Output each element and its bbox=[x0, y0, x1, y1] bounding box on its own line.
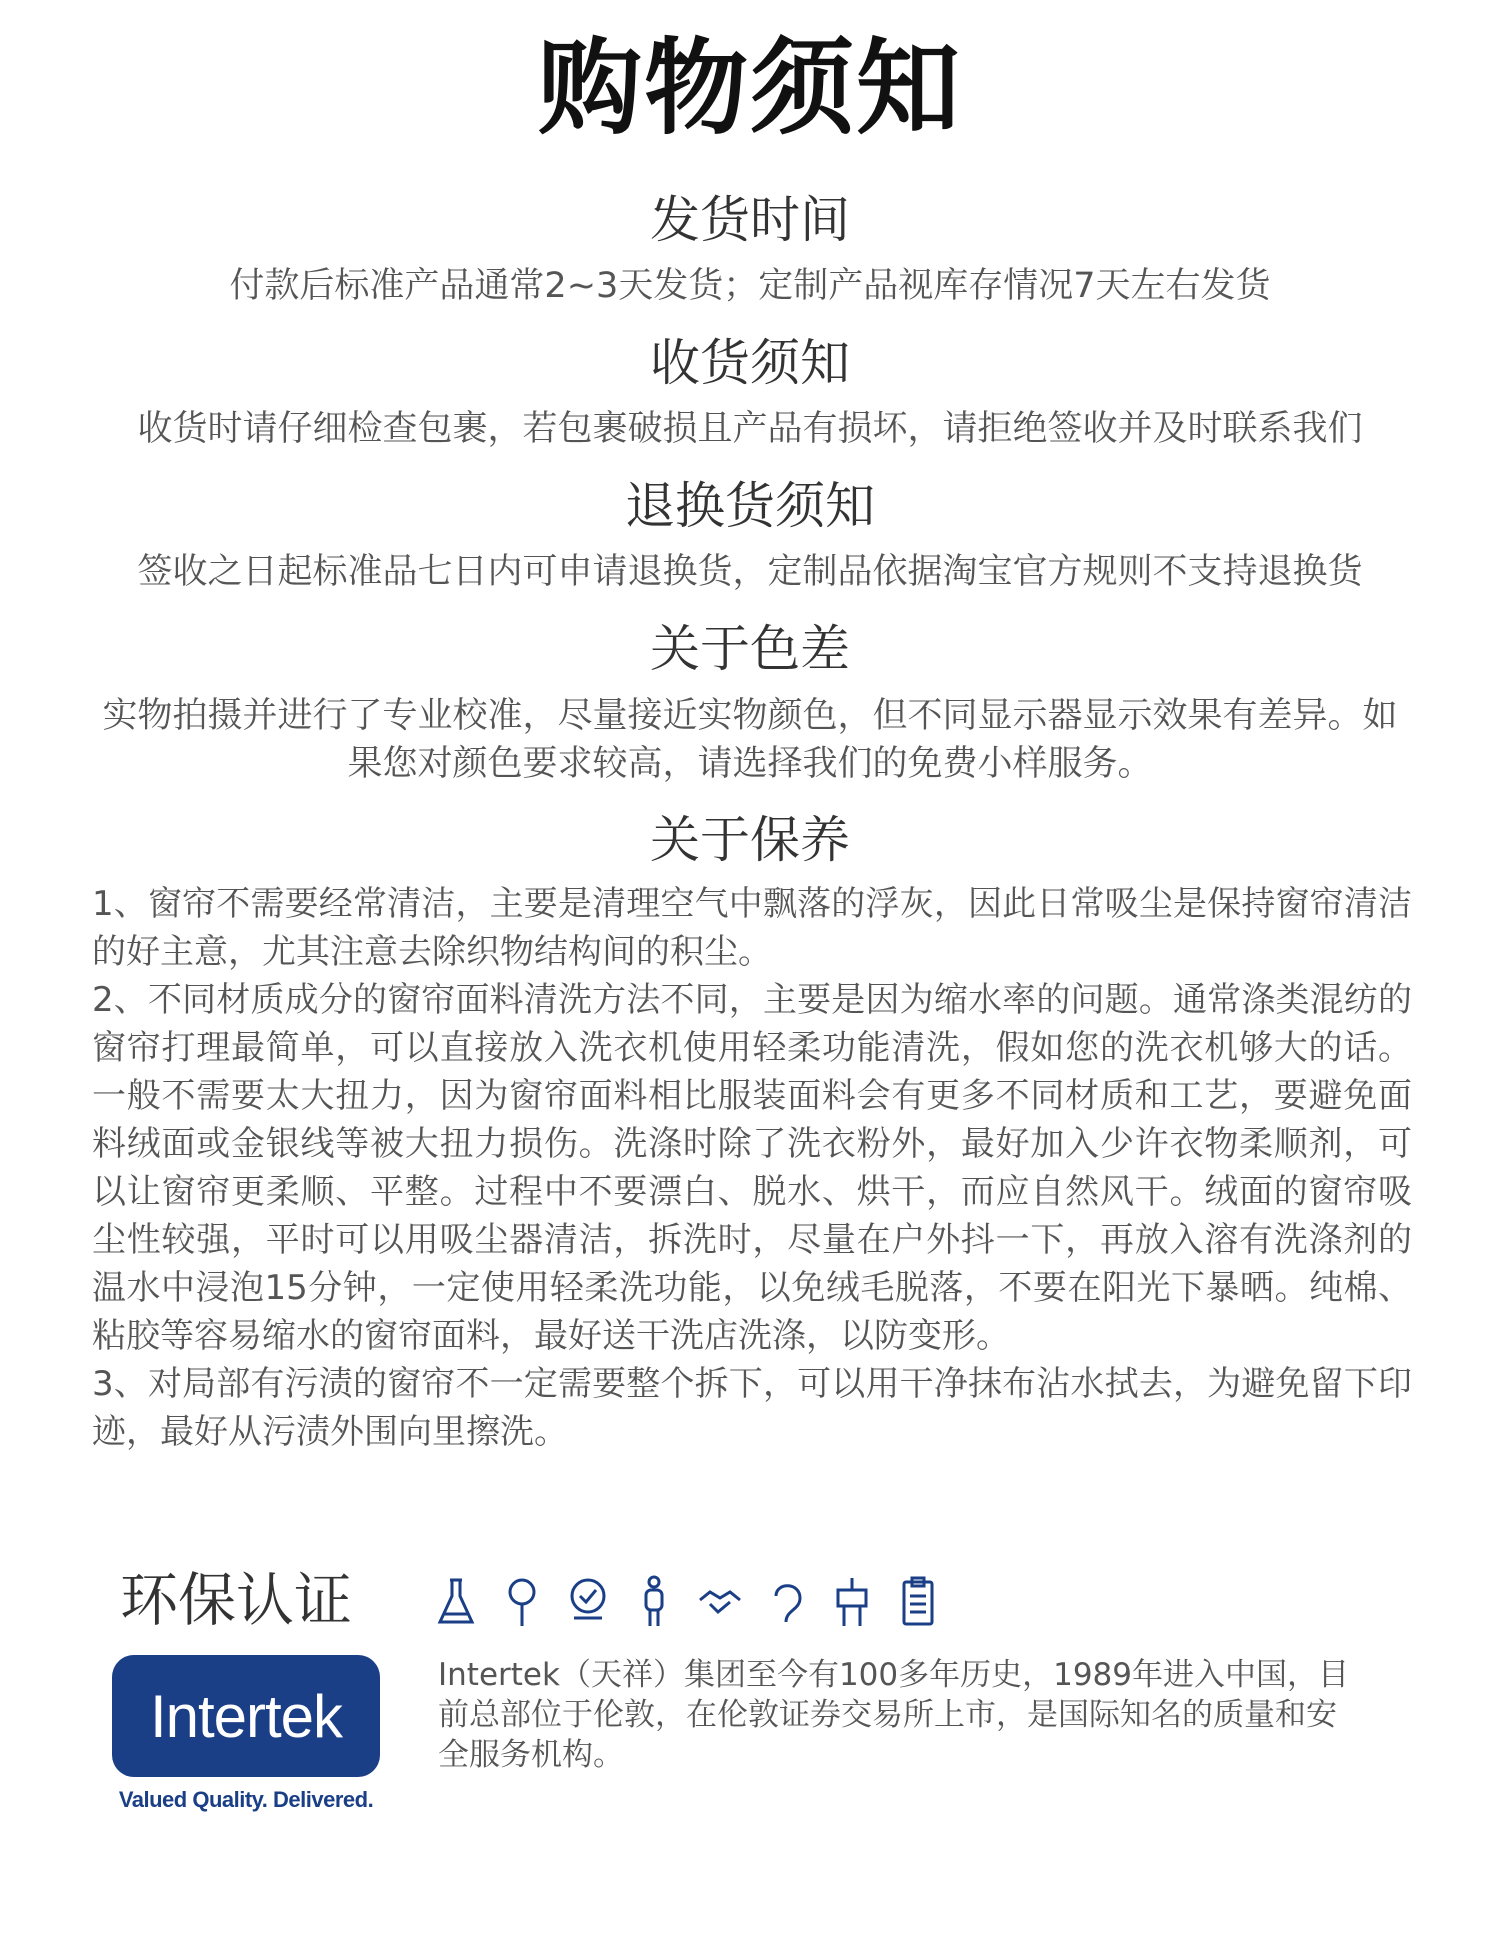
care-item-2: 2、不同材质成分的窗帘面料清洗方法不同，主要是因为缩水率的问题。通常涤类混纺的窗帘打理最简单，可以直接放入洗衣机使用轻柔功能清洗，假如您的洗衣机够大的话。一般不需要太大扭力，因为窗帘面料相比服装面料会有更多不同材质和工艺，要避免面料绒面或金银线等被大扭力损伤。洗涤时除了洗衣粉外，最好加入少许衣物柔顺剂，可以让窗帘更柔顺、平整。过程中不要漂白、脱水、烘干，而应自然风干。绒面的窗帘吸尘性较强，平时可以用吸尘器清洁，拆洗时，尽量在户外抖一下，再放入溶有洗涤剂的温水中浸泡15分钟，一定使用轻柔洗功能，以免绒毛脱落，不要在阳光下暴晒。纯棉、粘胶等容易缩水的窗帘面料，最好送干洗店洗涤，以防变形。 bbox=[92, 980, 1412, 1356]
return-notice-heading: 退换货须知 bbox=[625, 477, 875, 535]
intertek-description: Intertek（天祥）集团至今有100多年历史，1989年进入中国，目前总部位于伦敦，在伦敦证券交易所上市，是国际知名的质量和安全服务机构。 bbox=[438, 1657, 1350, 1773]
care-heading: 关于保养 bbox=[650, 811, 850, 869]
ear-icon bbox=[762, 1574, 810, 1630]
shipping-time-text: 付款后标准产品通常2~3天发货；定制产品视库存情况7天左右发货 bbox=[229, 266, 1271, 306]
care-text bbox=[92, 880, 1412, 1456]
intertek-tagline: Valued Quality. Delivered. bbox=[118, 1787, 374, 1812]
flask-icon bbox=[432, 1574, 480, 1630]
intertek-logo bbox=[112, 1655, 380, 1777]
figure-icon bbox=[828, 1574, 876, 1630]
care-item-1: 1、窗帘不需要经常清洁，主要是清理空气中飘落的浮灰，因此日常吸尘是保持窗帘清洁的好主意，尤其注意去除织物结构间的积尘。 bbox=[92, 884, 1412, 972]
receiving-notice-heading: 收货须知 bbox=[650, 334, 850, 392]
shipping-time-heading: 发货时间 bbox=[650, 191, 850, 249]
eco-certification-heading: 环保认证 bbox=[120, 1566, 353, 1634]
handshake-icon bbox=[696, 1574, 744, 1630]
clipboard-icon bbox=[894, 1574, 942, 1630]
certified-seal-icon bbox=[564, 1574, 612, 1630]
color-difference-text: 实物拍摄并进行了专业校准，尽量接近实物颜色，但不同显示器显示效果有差异。如果您对颜色要求较高，请选择我们的免费小样服务。 bbox=[102, 696, 1398, 784]
page-title: 购物须知 bbox=[537, 27, 962, 149]
certification-icon-row bbox=[432, 1572, 942, 1632]
magnifier-icon bbox=[498, 1574, 546, 1630]
receiving-notice-text: 收货时请仔细检查包裹，若包裹破损且产品有损坏，请拒绝签收并及时联系我们 bbox=[137, 409, 1363, 449]
care-item-3: 3、对局部有污渍的窗帘不一定需要整个拆下，可以用干净抹布沾水拭去，为避免留下印迹，最好从污渍外围向里擦洗。 bbox=[92, 1364, 1412, 1452]
person-icon bbox=[630, 1574, 678, 1630]
return-notice-text: 签收之日起标准品七日内可申请退换货，定制品依据淘宝官方规则不支持退换货 bbox=[137, 552, 1363, 592]
intertek-logo-text: Intertek bbox=[149, 1682, 343, 1750]
color-difference-heading: 关于色差 bbox=[650, 620, 850, 678]
